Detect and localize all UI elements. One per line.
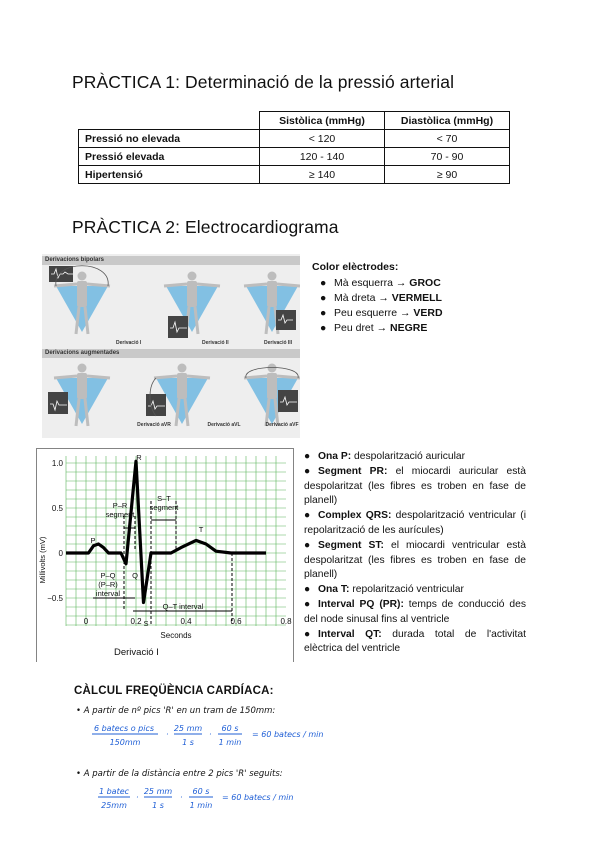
bullet-icon: ● [320, 277, 327, 289]
x-tick-label: 0.6 [230, 617, 242, 626]
caption-lead-avf: Derivació aVF [265, 422, 299, 428]
header-diastolica: Diastòlica (mmHg) [385, 112, 510, 130]
list-item [320, 306, 443, 321]
cell-diastolica: ≥ 90 [385, 166, 510, 184]
table-row [79, 148, 510, 166]
x-tick-label: 0 [83, 617, 89, 626]
desc-term: Segment ST: [318, 539, 384, 551]
bullet-icon: ● [304, 598, 311, 610]
ecg-wave-descriptions [304, 450, 526, 657]
label-pq-interval-2: (P–R) [98, 580, 118, 589]
m1-dot1: · [166, 730, 169, 739]
cell-sistolica: < 120 [260, 130, 385, 148]
bullet-icon: ● [304, 539, 311, 551]
electrode-list [312, 276, 443, 336]
m1-f3-den: 1 min [218, 738, 242, 747]
m2-f2-den: 1 s [152, 801, 164, 810]
label-q: Q [132, 571, 138, 580]
row-label: Pressió no elevada [79, 130, 260, 148]
table-header-row [79, 112, 510, 130]
list-item [304, 598, 526, 628]
caption-lead-avl: Derivació aVL [207, 422, 241, 428]
desc-term: Ona T: [318, 584, 350, 596]
row-label: Hipertensió [79, 166, 260, 184]
desc-term: Segment PR: [318, 465, 388, 477]
electrode-color: VERMELL [391, 292, 442, 304]
m2-f1-num: 1 batec [98, 787, 130, 796]
label-pr-segment-2: segment [105, 510, 135, 519]
ecg-xlabel: Seconds [160, 631, 192, 640]
m1-f2-num: 25 mm [173, 724, 203, 733]
m2-f3-num: 60 s [192, 787, 210, 796]
label-st-segment-1: S–T [157, 494, 171, 503]
list-item [304, 465, 526, 509]
desc-text: durada total de l'activitat elèctrica del ventricle [304, 628, 526, 655]
m1-dot2: · [209, 730, 212, 739]
m2-f1-den: 25mm [101, 801, 127, 810]
list-item [304, 450, 526, 465]
row-label: Pressió elevada [79, 148, 260, 166]
bullet-icon: ● [320, 292, 327, 304]
table-corner [79, 112, 260, 130]
m1-f1-num: 6 batecs o pics [93, 724, 155, 733]
electrode-text: Mà dreta → [334, 292, 392, 304]
desc-text: el miocardi auricular està despolaritzat (les fibres es troben en fase de planell) [304, 465, 526, 507]
method1-formula [92, 724, 323, 747]
label-r: R [136, 453, 142, 462]
lead-avl-diagram [146, 364, 210, 427]
list-item [304, 539, 526, 583]
bullet-icon: ● [304, 510, 311, 522]
bullet-icon: ● [304, 628, 311, 640]
m1-f3-num: 60 s [221, 724, 239, 733]
desc-text: repolarització ventricular [349, 584, 464, 596]
electrode-color: NEGRE [390, 322, 428, 334]
label-pr-segment-1: P–R [112, 501, 128, 510]
m1-result: = 60 batecs / min [252, 730, 324, 739]
electrode-color-legend [312, 261, 443, 336]
cell-sistolica: ≥ 140 [260, 166, 385, 184]
ecg-frame [37, 449, 294, 663]
electrode-text: Peu dret → [334, 322, 391, 334]
label-p: P [90, 536, 96, 545]
practica2-title: PRÀCTICA 2: Electrocardiograma [72, 217, 339, 237]
label-pq-interval-3: interval [95, 589, 121, 598]
desc-text: despolarització auricular [351, 451, 466, 462]
list-item [304, 509, 526, 539]
label-s: S [143, 619, 149, 628]
list-item [320, 321, 443, 336]
method1-heading: • A partir de nº pics 'R' en un tram de 150mm: [76, 706, 276, 716]
handwritten-calculations [70, 700, 370, 820]
label-st-segment-2: segment [149, 503, 179, 512]
electrode-text: Mà esquerra → [334, 277, 410, 289]
bullet-icon: ● [320, 322, 327, 334]
electrode-color: GROC [409, 277, 441, 289]
m2-f3-den: 1 min [189, 801, 213, 810]
m2-result: = 60 batecs / min [222, 793, 294, 802]
desc-term: Ona P: [318, 451, 352, 462]
m2-dot2: · [180, 793, 183, 802]
label-qt-interval: Q–T interval [162, 602, 204, 611]
x-tick-label: 0.8 [280, 617, 292, 626]
method2-heading: • A partir de la distància entre 2 pics 'R' seguits: [76, 769, 283, 779]
bullet-icon: ● [320, 307, 327, 319]
ecg-chart [36, 448, 294, 662]
lead-i-diagram [49, 266, 110, 334]
m1-f1-den: 150mm [109, 738, 141, 747]
y-tick-label: 1.0 [51, 459, 63, 468]
caption-lead-i: Derivació I [116, 340, 142, 346]
caption-lead-avr: Derivació aVR [137, 422, 171, 428]
desc-text: temps de conducció des del node sinusal fins al ventricle [304, 598, 526, 625]
label-pq-interval-1: P–Q [100, 571, 116, 580]
m1-f2-den: 1 s [182, 738, 194, 747]
x-tick-label: 0.2 [130, 617, 142, 626]
y-tick-label: 0 [58, 549, 63, 558]
caption-lead-ii: Derivació II [202, 340, 229, 346]
cell-diastolica: < 70 [385, 130, 510, 148]
bullet-icon: ● [304, 451, 311, 462]
bullet-icon: ● [304, 584, 311, 596]
ecg-ylabel: Millivolts (mV) [38, 536, 47, 584]
electrode-diagram-svg [42, 254, 300, 438]
x-tick-label: 0.4 [180, 617, 192, 626]
m2-f2-num: 25 mm [143, 787, 173, 796]
ecg-caption: Derivació I [114, 647, 159, 658]
lead-iii-diagram [244, 272, 300, 335]
desc-term: Interval QT: [318, 628, 382, 640]
electrode-text: Peu esquerre → [334, 307, 414, 319]
bullet-icon: ● [304, 465, 311, 477]
caption-lead-iii: Derivació III [264, 340, 293, 346]
heart-rate-title: CÀLCUL FREQÜÈNCIA CARDÍACA: [74, 685, 274, 697]
m2-dot1: · [136, 793, 139, 802]
desc-term: Complex QRS: [318, 510, 392, 522]
list-item [304, 583, 526, 598]
electrode-derivations-figure [42, 254, 300, 438]
augmented-band: Derivacions augmentades [42, 349, 300, 358]
list-item [320, 291, 443, 306]
cell-sistolica: 120 - 140 [260, 148, 385, 166]
practica1-title: PRÀCTICA 1: Determinació de la pressió arterial [72, 72, 455, 92]
lead-avr-diagram [48, 364, 110, 427]
lead-avf-diagram [244, 364, 300, 427]
lead-ii-diagram [164, 272, 220, 339]
table-row [79, 166, 510, 184]
legend-title: Color elèctrodes: [312, 261, 399, 273]
list-item [304, 628, 526, 658]
desc-text: despolarització ventricular (i repolarització de les aurícules) [304, 510, 527, 536]
electrode-color: VERD [413, 307, 443, 319]
y-tick-label: −0.5 [47, 594, 63, 603]
bipolar-band: Derivacions bipolars [42, 256, 300, 265]
table-row [79, 130, 510, 148]
cell-diastolica: 70 - 90 [385, 148, 510, 166]
blood-pressure-table [78, 111, 510, 184]
label-t: T [198, 525, 204, 534]
desc-term: Interval PQ (PR): [318, 598, 404, 610]
y-tick-label: 0.5 [51, 504, 63, 513]
desc-text: el miocardi ventricular està despolaritzat (les fibres es troben en fase de planell) [304, 539, 526, 581]
list-item [320, 276, 443, 291]
header-sistolica: Sistòlica (mmHg) [260, 112, 385, 130]
method2-formula [98, 787, 293, 810]
